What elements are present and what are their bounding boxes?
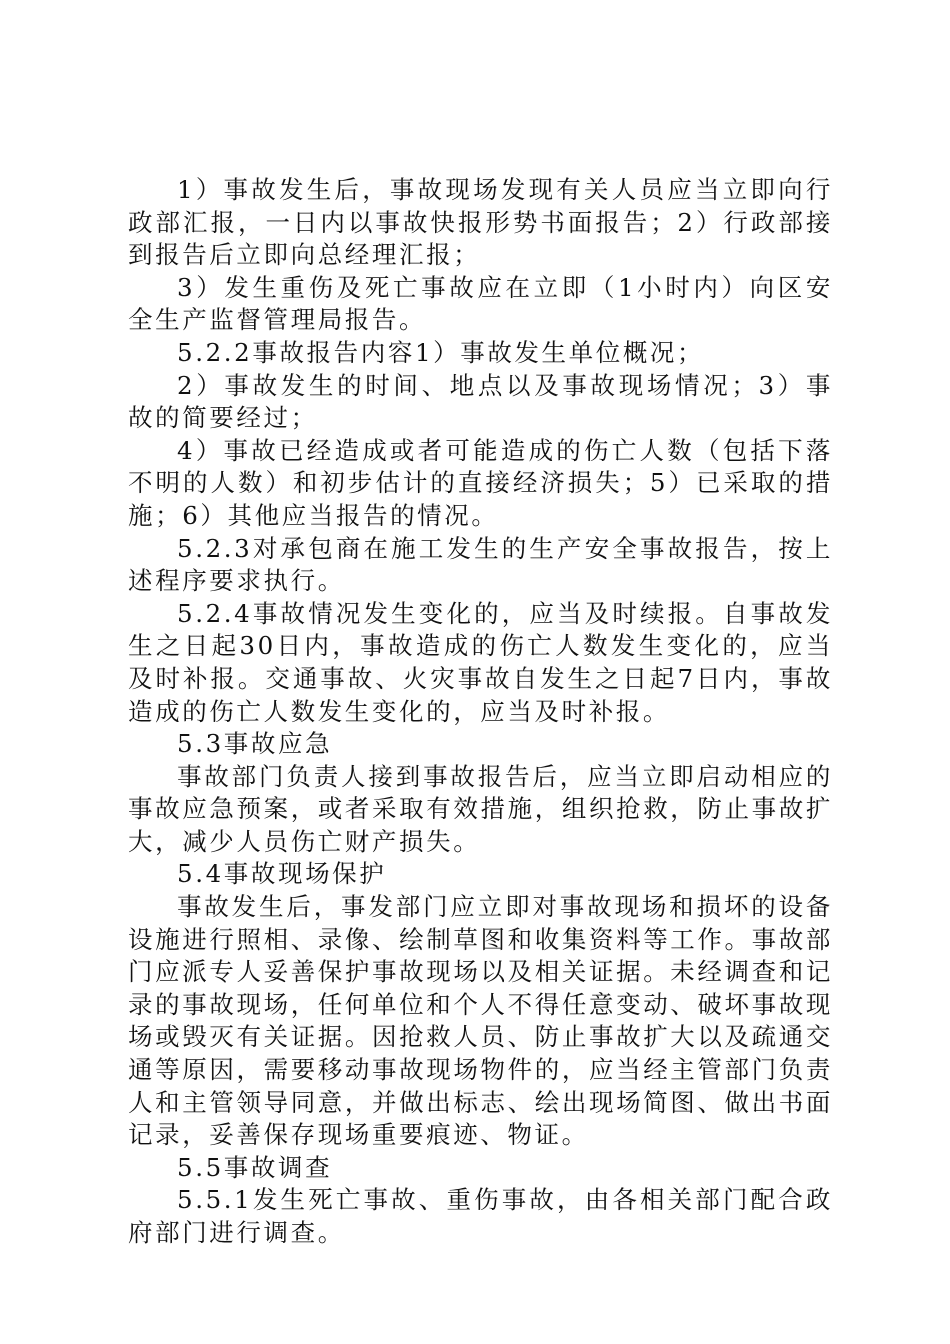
paragraph-follow-up-report: 5.2.4事故情况发生变化的，应当及时续报。自事故发生之日起30日内，事故造成的伤亡人数发生变化的，应当及时补报。交通事故、火灾事故自发生之日起7日内，事故造成的伤亡人数发生变化的，应当及时补报。	[128, 598, 833, 726]
paragraph-report-step-3: 3）发生重伤及死亡事故应在立即（1小时内）向区安全生产监督管理局报告。	[128, 272, 833, 335]
paragraph-report-content-2-3: 2）事故发生的时间、地点以及事故现场情况；3）事故的简要经过；	[128, 370, 833, 433]
paragraph-report-content-heading: 5.2.2事故报告内容1）事故发生单位概况；	[177, 337, 705, 367]
paragraph-report-content-4-6: 4）事故已经造成或者可能造成的伤亡人数（包括下落不明的人数）和初步估计的直接经济损失；5）已采取的措施；6）其他应当报告的情况。	[128, 435, 833, 530]
paragraph-report-step-1-2: 1）事故发生后，事故现场发现有关人员应当立即向行政部汇报，一日内以事故快报形势书面报告；2）行政部接到报告后立即向总经理汇报；	[128, 175, 833, 270]
document-body	[128, 174, 833, 1250]
section-heading-scene-protection: 5.4事故现场保护	[177, 859, 387, 889]
section-heading-investigation: 5.5事故调查	[177, 1152, 333, 1182]
section-heading-emergency: 5.3事故应急	[177, 729, 333, 759]
paragraph-scene-protection: 事故发生后，事发部门应立即对事故现场和损坏的设备设施进行照相、录像、绘制草图和收集资料等工作。事故部门应派专人妥善保护事故现场以及相关证据。未经调查和记录的事故现场，任何单位和个人不得任意变动、破坏事故现场或毁灭有关证据。因抢救人员、防止事故扩大以及疏通交通等原因，需要移动事故现场物件的，应当经主管部门负责人和主管领导同意，并做出标志、绘出现场简图、做出书面记录，妥善保存现场重要痕迹、物证。	[128, 892, 833, 1150]
paragraph-contractor-report: 5.2.3对承包商在施工发生的生产安全事故报告，按上述程序要求执行。	[128, 533, 833, 596]
paragraph-emergency: 事故部门负责人接到事故报告后，应当立即启动相应的事故应急预案，或者采取有效措施，组织抢救，防止事故扩大，减少人员伤亡财产损失。	[128, 761, 833, 856]
paragraph-investigation: 5.5.1发生死亡事故、重伤事故，由各相关部门配合政府部门进行调查。	[128, 1185, 833, 1247]
